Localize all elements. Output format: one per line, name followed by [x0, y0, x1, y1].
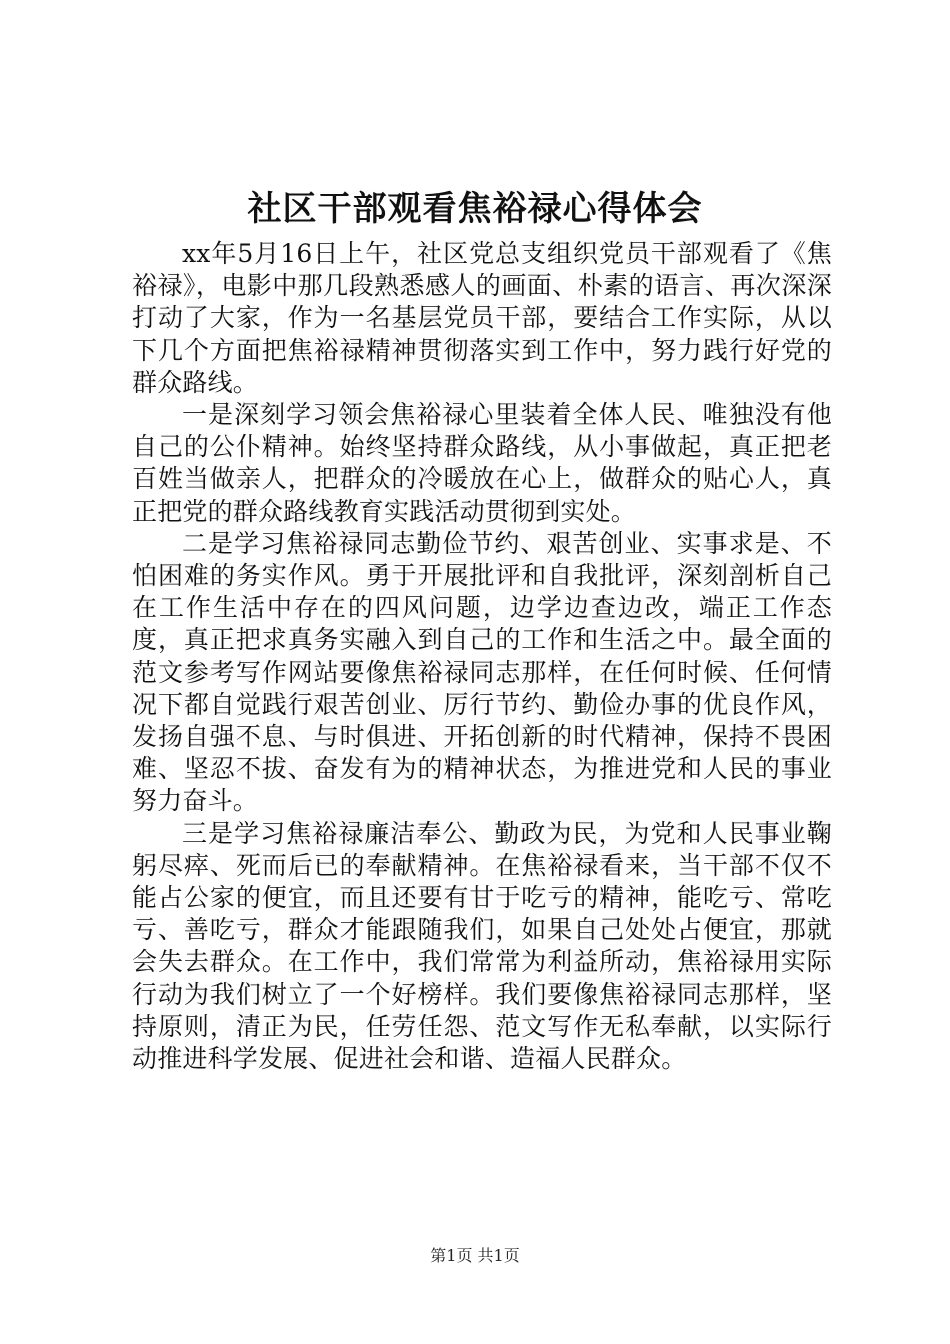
page-number-footer: 第1页 共1页: [430, 1246, 520, 1265]
document-body: [132, 238, 832, 1075]
document-title: 社区干部观看焦裕禄心得体会: [247, 189, 703, 229]
paragraph-point-two: 二是学习焦裕禄同志勤俭节约、艰苦创业、实事求是、不怕困难的务实作风。勇于开展批评和自我批评，深刻剖析自己在工作生活中存在的四风问题，边学边查边改，端正工作态度，真正把求真务实融入到自己的工作和生活之中。最全面的范文参考写作网站要像焦裕禄同志那样，在任何时候、任何情况下都自觉践行艰苦创业、厉行节约、勤俭办事的优良作风，发扬自强不息、与时俱进、开拓创新的时代精神，保持不畏困难、坚忍不拔、奋发有为的精神状态，为推进党和人民的事业努力奋斗。: [132, 528, 832, 816]
paragraph-point-three: 三是学习焦裕禄廉洁奉公、勤政为民，为党和人民事业鞠躬尽瘁、死而后已的奉献精神。在焦裕禄看来，当干部不仅不能占公家的便宜，而且还要有甘于吃亏的精神，能吃亏、常吃亏、善吃亏，群众才能跟随我们，如果自己处处占便宜，那就会失去群众。在工作中，我们常常为利益所动，焦裕禄用实际行动为我们树立了一个好榜样。我们要像焦裕禄同志那样，坚持原则，清正为民，任劳任怨、范文写作无私奉献，以实际行动推进科学发展、促进社会和谐、造福人民群众。: [132, 818, 832, 1074]
paragraph-intro: xx年5月16日上午，社区党总支组织党员干部观看了《焦裕禄》，电影中那几段熟悉感人的画面、朴素的语言、再次深深打动了大家，作为一名基层党员干部，要结合工作实际，从以下几个方面把焦裕禄精神贯彻落实到工作中，努力践行好党的群众路线。: [132, 239, 832, 397]
paragraph-point-one: 一是深刻学习领会焦裕禄心里装着全体人民、唯独没有他自己的公仆精神。始终坚持群众路线，从小事做起，真正把老百姓当做亲人，把群众的冷暖放在心上，做群众的贴心人，真正把党的群众路线教育实践活动贯彻到实处。: [132, 400, 832, 526]
